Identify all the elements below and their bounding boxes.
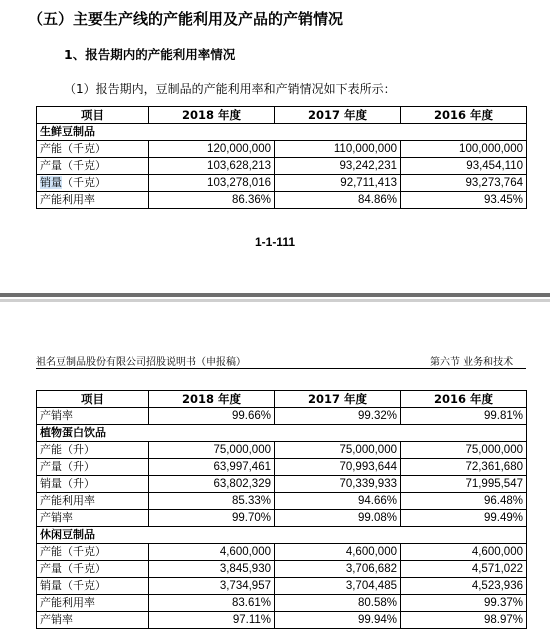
cell-2016: 99.49% — [401, 510, 527, 527]
page-number: 1-1-111 — [254, 235, 296, 249]
group-row — [37, 527, 527, 544]
row-label: 销量（千克） — [37, 578, 149, 595]
row-label: 产销率 — [37, 510, 149, 527]
cell-2017: 110,000,000 — [275, 141, 401, 158]
subsection-title: 1、报告期内的产能利用率情况 — [64, 47, 236, 62]
table-row — [37, 476, 527, 493]
cell-2017: 93,242,231 — [275, 158, 401, 175]
cell-2017: 84.86% — [275, 192, 401, 209]
cell-2017: 80.58% — [275, 595, 401, 612]
row-label: 产量（千克） — [37, 561, 149, 578]
capacity-table-continued — [36, 390, 527, 629]
row-label: 产销率 — [37, 612, 149, 629]
header-2016: 2016 年度 — [401, 107, 527, 124]
cell-2016: 4,571,022 — [401, 561, 527, 578]
table-row — [37, 544, 527, 561]
cell-2018: 4,600,000 — [149, 544, 275, 561]
header-2018: 2018 年度 — [149, 107, 275, 124]
cell-2018: 97.11% — [149, 612, 275, 629]
cell-2017: 92,711,413 — [275, 175, 401, 192]
row-label: 产能（千克） — [37, 544, 149, 561]
table-row — [37, 141, 527, 158]
cell-2018: 63,802,329 — [149, 476, 275, 493]
cell-2017: 3,706,682 — [275, 561, 401, 578]
row-label: 产能利用率 — [37, 595, 149, 612]
table-row — [37, 510, 527, 527]
cell-2016: 75,000,000 — [401, 442, 527, 459]
header-2017: 2017 年度 — [275, 391, 401, 408]
highlighted-text[interactable]: 销量 — [40, 176, 62, 189]
group-row — [37, 425, 527, 442]
row-label: 销量（升） — [37, 476, 149, 493]
cell-2018: 103,628,213 — [149, 158, 275, 175]
cell-2016: 93,454,110 — [401, 158, 527, 175]
row-label: 产能（升） — [37, 442, 149, 459]
cell-2017: 75,000,000 — [275, 442, 401, 459]
table-row — [37, 612, 527, 629]
cell-2016: 93,273,764 — [401, 175, 527, 192]
cell-2018: 3,734,957 — [149, 578, 275, 595]
table-header-row — [37, 107, 527, 124]
cell-2016: 99.37% — [401, 595, 527, 612]
cell-2018: 75,000,000 — [149, 442, 275, 459]
cell-2018: 99.70% — [149, 510, 275, 527]
table-header-row — [37, 391, 527, 408]
header-item: 项目 — [37, 391, 149, 408]
row-label: 产能（千克） — [37, 141, 149, 158]
header-item: 项目 — [37, 107, 149, 124]
row-label-unit: （千克） — [62, 176, 106, 189]
cell-2018: 120,000,000 — [149, 141, 275, 158]
running-header-section: 第六节 业务和技术 — [430, 357, 514, 368]
cell-2018: 3,845,930 — [149, 561, 275, 578]
cell-2017: 70,993,644 — [275, 459, 401, 476]
cell-2017: 99.94% — [275, 612, 401, 629]
cell-2018: 86.36% — [149, 192, 275, 209]
cell-2018: 83.61% — [149, 595, 275, 612]
table-row — [37, 493, 527, 510]
intro-paragraph: （1）报告期内，豆制品的产能利用率和产销情况如下表所示： — [64, 82, 396, 96]
cell-2016: 98.97% — [401, 612, 527, 629]
table-row — [37, 578, 527, 595]
group-label: 生鲜豆制品 — [37, 124, 527, 141]
cell-2017: 3,704,485 — [275, 578, 401, 595]
cell-2018: 63,997,461 — [149, 459, 275, 476]
cell-2016: 93.45% — [401, 192, 527, 209]
row-label: 产销率 — [37, 408, 149, 425]
row-label: 产能利用率 — [37, 192, 149, 209]
table-row — [37, 158, 527, 175]
cell-2017: 94.66% — [275, 493, 401, 510]
cell-2017: 99.08% — [275, 510, 401, 527]
group-label: 植物蛋白饮品 — [37, 425, 527, 442]
group-label: 休闲豆制品 — [37, 527, 527, 544]
group-row — [37, 124, 527, 141]
table-row — [37, 561, 527, 578]
table-row — [37, 192, 527, 209]
header-2017: 2017 年度 — [275, 107, 401, 124]
section-title: （五）主要生产线的产能利用及产品的产销情况 — [28, 10, 344, 28]
table-row — [37, 595, 527, 612]
cell-2016: 4,523,936 — [401, 578, 527, 595]
cell-2016: 72,361,680 — [401, 459, 527, 476]
table-row — [37, 442, 527, 459]
cell-2016: 96.48% — [401, 493, 527, 510]
row-label: 产能利用率 — [37, 493, 149, 510]
header-2016: 2016 年度 — [401, 391, 527, 408]
row-label: 产量（千克） — [37, 158, 149, 175]
page-separator-shadow — [0, 299, 550, 302]
row-label: 产量（升） — [37, 459, 149, 476]
running-header-title: 祖名豆制品股份有限公司招股说明书（申报稿） — [36, 357, 246, 368]
cell-2016: 99.81% — [401, 408, 527, 425]
table-row — [37, 175, 527, 192]
row-label — [37, 175, 149, 192]
cell-2016: 71,995,547 — [401, 476, 527, 493]
cell-2017: 4,600,000 — [275, 544, 401, 561]
table-row — [37, 408, 527, 425]
header-rule — [36, 368, 526, 369]
page-separator — [0, 293, 550, 297]
cell-2018: 85.33% — [149, 493, 275, 510]
table-row — [37, 459, 527, 476]
cell-2018: 103,278,016 — [149, 175, 275, 192]
cell-2017: 70,339,933 — [275, 476, 401, 493]
header-2018: 2018 年度 — [149, 391, 275, 408]
cell-2016: 4,600,000 — [401, 544, 527, 561]
cell-2016: 100,000,000 — [401, 141, 527, 158]
cell-2017: 99.32% — [275, 408, 401, 425]
capacity-table-fresh — [36, 106, 527, 209]
cell-2018: 99.66% — [149, 408, 275, 425]
